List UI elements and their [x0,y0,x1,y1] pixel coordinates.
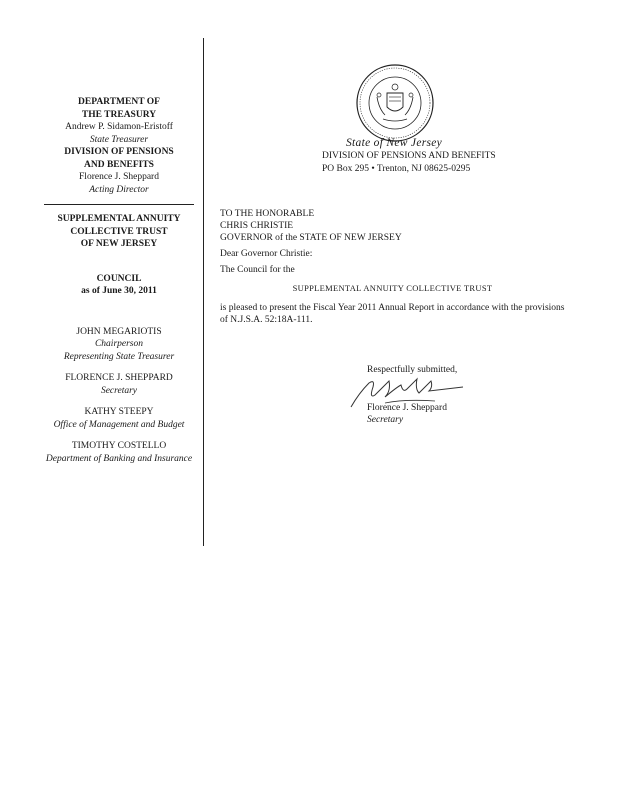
council-title: COUNCIL [96,273,142,284]
trust-line-3: OF NEW JERSEY [80,239,158,249]
member-2-name: FLORENCE J. SHEPPARD [65,373,173,383]
member-1-role-2: Representing State Treasurer [63,351,175,362]
closing: Respectfully submitted, [367,365,458,375]
sidebar-masthead [38,96,200,465]
addressee-line-3: GOVERNOR of the STATE OF NEW JERSEY [220,233,402,243]
trust-name: SUPPLEMENTAL ANNUITY COLLECTIVE TRUST [292,283,493,293]
letter-paragraph: is pleased to present the Fiscal Year 2011 Annual Report in accordance with the provisions of N.J.S.A. 52:18A-111. [220,303,565,325]
member-1-name: JOHN MEGARIOTIS [76,326,162,337]
member-3-role: Office of Management and Budget [53,419,185,430]
vertical-divider [203,38,204,546]
director-name: Florence J. Sheppard [79,172,159,182]
treasurer-title: State Treasurer [89,134,149,145]
signatory-name: Florence J. Sheppard [367,403,447,413]
division-line-2: AND BENEFITS [84,159,154,170]
council-date: as of June 30, 2011 [81,286,157,296]
addressee-line-1: TO THE HONORABLE [220,209,315,219]
trust-line-1: SUPPLEMENTAL ANNUITY [57,214,181,224]
letter-body [220,208,565,326]
member-1-role: Chairperson [94,339,144,349]
state-name: State of New Jersey [346,137,443,149]
trust-line-2: COLLECTIVE TRUST [70,226,168,237]
letterhead [322,137,496,176]
council-for-line: The Council for the [220,265,295,275]
state-seal-icon [355,63,435,143]
signatory-title: Secretary [367,415,404,425]
sidebar-divider [44,204,194,205]
treasurer-name: Andrew P. Sidamon-Eristoff [65,122,173,132]
member-3-name: KATHY STEEPY [84,407,154,417]
signatory [367,402,447,426]
member-4-role: Department of Banking and Insurance [45,453,193,464]
director-title: Acting Director [89,184,149,195]
member-4-name: TIMOTHY COSTELLO [71,441,167,451]
division-line-1: DIVISION OF PENSIONS [64,147,174,157]
member-2-role: Secretary [100,385,138,396]
letterhead-division: DIVISION OF PENSIONS AND BENEFITS [322,151,496,161]
dept-line-2: THE TREASURY [81,109,157,120]
salutation: Dear Governor Christie: [220,249,313,259]
dept-line-1: DEPARTMENT OF [78,97,160,107]
addressee-line-2: CHRIS CHRISTIE [220,221,294,231]
letterhead-address: PO Box 295 • Trenton, NJ 08625-0295 [322,164,471,174]
